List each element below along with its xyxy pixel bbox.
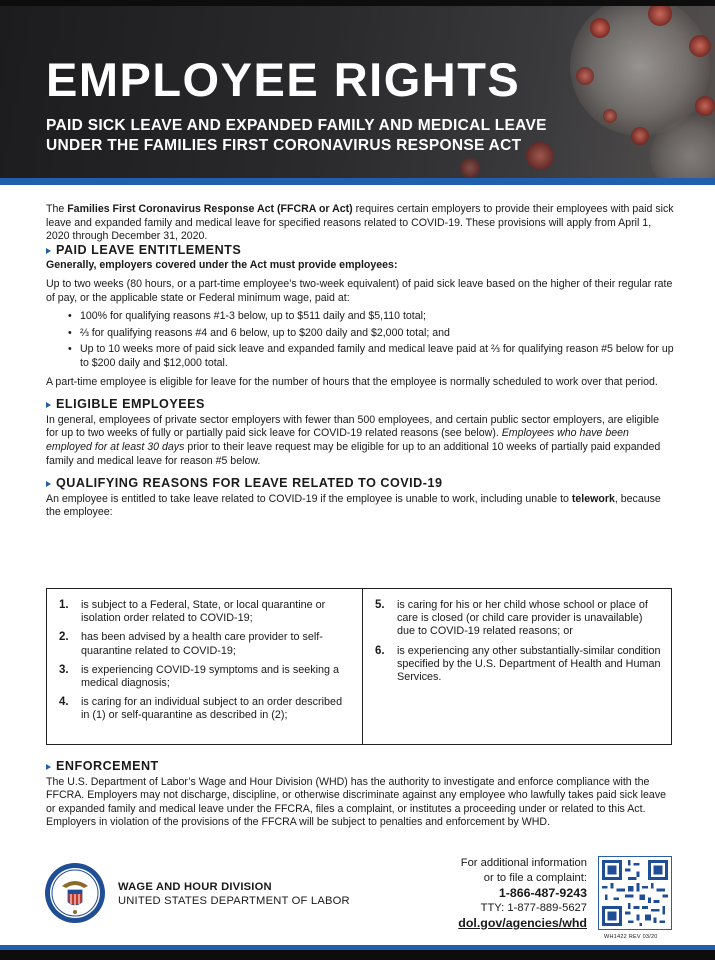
qualifying-body <box>46 493 674 520</box>
bottom-accent-bar <box>0 945 715 950</box>
list-item <box>59 664 352 690</box>
list-item <box>59 631 352 657</box>
paid-leave-heading-text: PAID LEAVE ENTITLEMENTS <box>56 242 242 257</box>
enforcement-body: The U.S. Department of Labor’s Wage and Hour Division (WHD) has the authority to investigate and enforce compliance with the FFCRA. Employers may not discharge, discipline, or otherwise discriminate against any employee who lawfully takes paid sick leave or expanded family and medical leave under the FFCRA, files a complaint, or institutes a proceeding under or related to this Act. Employers in violation of the provisions of the FFCRA will be subject to penalties and enforcement by WHD. <box>46 775 667 829</box>
paid-leave-body: Up to two weeks (80 hours, or a part-time employee’s two-week equivalent) of paid sick leave based on the higher of their regular rate of pay, or the applicable state or Federal minimum wage, paid at: <box>46 277 673 304</box>
triangle-marker-icon <box>46 248 51 254</box>
list-item <box>375 599 661 639</box>
intro-rest: requires certain employers to provide their employees with paid sick leave and expanded family and medical leave for specified reasons related to COVID-19. These provisions will apply from April 1, 2020 through December 31, 2020. <box>46 203 674 243</box>
contact-block <box>458 856 587 931</box>
department-of-labor-seal-icon <box>44 862 106 924</box>
reason-number: 1. <box>59 599 69 611</box>
page-subtitle-line2: UNDER THE FAMILIES FIRST CORONAVIRUS RESPONSE ACT <box>46 137 522 154</box>
eligible-heading-text: ELIGIBLE EMPLOYEES <box>56 397 205 412</box>
paid-leave-bullets <box>68 310 674 370</box>
enforcement-heading <box>46 760 674 774</box>
qualifying-reasons-box <box>46 588 672 745</box>
part-time-note: A part-time employee is eligible for leave for the number of hours that the employee is normally scheduled to work over that period. <box>46 375 658 388</box>
qr-code-graphic <box>599 857 671 929</box>
reason-text: is subject to a Federal, State, or local quarantine or isolation order related to COVID-19; <box>81 599 326 625</box>
reason-text: is experiencing any other substantially-similar condition specified by the U.S. Department of Health and Human Services. <box>397 644 661 684</box>
page-title: EMPLOYEE RIGHTS <box>46 53 521 106</box>
reasons-left-column <box>47 589 363 744</box>
triangle-marker-icon <box>46 764 51 770</box>
triangle-marker-icon <box>46 402 51 408</box>
page-subtitle-line1: PAID SICK LEAVE AND EXPANDED FAMILY AND MEDICAL LEAVE <box>46 117 547 134</box>
main-content <box>46 203 674 520</box>
list-item <box>59 599 352 625</box>
reason-number: 6. <box>375 644 385 657</box>
agency-name <box>118 880 350 908</box>
qualifying-heading-text: QUALIFYING REASONS FOR LEAVE RELATED TO COVID-19 <box>56 476 443 491</box>
list-item: • Up to 10 weeks more of paid sick leave and expanded family and medical leave paid at ⅔ for qualifying reason #5 below for up to $200 daily and $12,000 total. <box>68 343 674 370</box>
qualifying-heading <box>46 477 674 491</box>
paid-leave-heading <box>46 244 674 258</box>
act-name: Families First Coronavirus Response Act (FFCRA or Act) <box>67 203 353 215</box>
list-item: • ⅔ for qualifying reasons #4 and 6 below, up to $200 daily and $2,000 total; and <box>68 327 674 341</box>
list-item: • 100% for qualifying reasons #1-3 below, up to $511 daily and $5,110 total; <box>68 310 674 324</box>
intro-paragraph <box>46 203 674 244</box>
form-code: WH1422 REV 03/20 <box>604 934 658 940</box>
website-link[interactable]: dol.gov/agencies/whd <box>458 916 587 930</box>
contact-line1: For additional information <box>460 857 587 869</box>
reason-text: has been advised by a health care provider to self-quarantine related to COVID-19; <box>81 631 323 657</box>
qualifying-bold-word: telework <box>571 492 615 505</box>
reason-number: 3. <box>59 663 69 676</box>
reason-number: 4. <box>59 696 69 709</box>
reason-text: is caring for an individual subject to an order described in (1) or self-quarantine as described in (2); <box>81 696 343 722</box>
triangle-marker-icon <box>46 481 51 487</box>
department-name: UNITED STATES DEPARTMENT OF LABOR <box>118 895 350 907</box>
enforcement-section <box>46 760 674 830</box>
qr-code-icon[interactable] <box>598 856 672 930</box>
reason-text: is caring for his or her child whose school or place of care is closed (or child care provider is unavailable) due to COVID-19 related reasons; or <box>397 599 648 638</box>
list-item <box>375 645 661 685</box>
bottom-border <box>0 945 715 960</box>
paid-leave-subheading: Generally, employers covered under the Act must provide employees: <box>46 259 398 272</box>
header-banner <box>0 6 715 178</box>
list-item <box>59 696 352 722</box>
division-name: WAGE AND HOUR DIVISION <box>118 881 272 893</box>
phone-number[interactable]: 1-866-487-9243 <box>498 886 587 900</box>
reason-number: 2. <box>59 631 69 644</box>
eligible-heading <box>46 398 674 412</box>
contact-line2: or to file a complaint: <box>483 872 587 884</box>
eligible-body <box>46 414 674 468</box>
eligible-body-text: In general, employees of private sector employers with fewer than 500 employees, and certain public sector employers, are eligible for up to two weeks of fully or partially paid sick leave for COVID-19 related reasons (see below). <box>46 413 659 440</box>
tty-number[interactable]: TTY: 1-877-889-5627 <box>480 902 587 914</box>
intro-lead: The <box>46 203 68 215</box>
eligible-italic-text: Employees who have been employed for at least 30 days <box>46 427 629 453</box>
reason-number: 5. <box>375 599 385 611</box>
header-accent-bar <box>0 178 715 185</box>
reasons-right-column <box>363 589 671 744</box>
qualifying-body-text: An employee is entitled to take leave related to COVID-19 if the employee is unable to work, including unable to <box>46 492 572 505</box>
enforcement-heading-text: ENFORCEMENT <box>56 759 159 773</box>
qualifying-body-text-2: , because the employee: <box>46 492 661 519</box>
reason-text: is experiencing COVID-19 symptoms and is seeking a medical diagnosis; <box>81 663 340 690</box>
eligible-body-text-2: prior to their leave request may be eligible for up to an additional 10 weeks of partially paid expanded family and medical leave for reason #5 below. <box>46 440 661 467</box>
